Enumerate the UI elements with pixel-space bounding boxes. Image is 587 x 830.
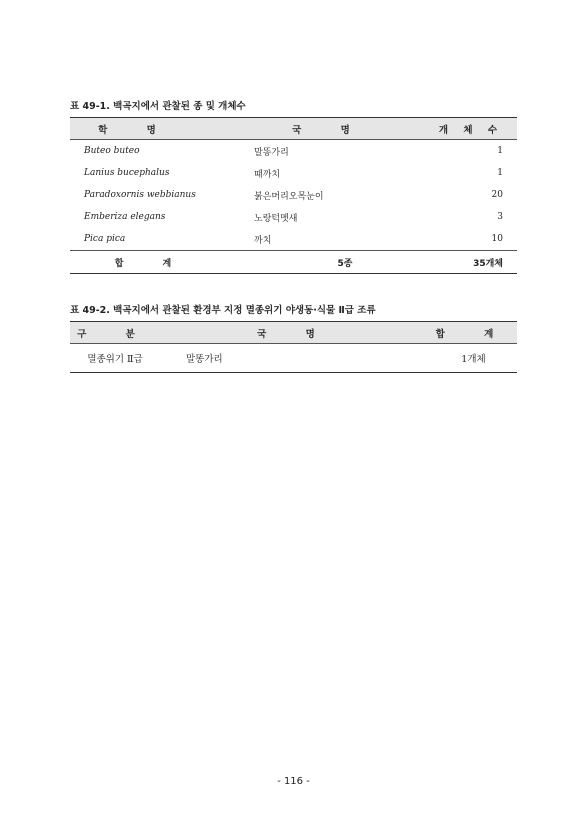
table-row — [70, 140, 517, 163]
scientific-name: Emberiza elegans — [84, 212, 166, 222]
total: 1개체 — [430, 344, 517, 373]
total-row — [70, 251, 517, 274]
header-scientific-name: 학 명 — [98, 124, 174, 136]
table-header-row — [70, 118, 517, 140]
count: 1 — [497, 146, 503, 156]
korean-name: 까치 — [254, 235, 272, 246]
header-total: 합 계 — [435, 328, 512, 340]
header-korean-name: 국 명 — [257, 328, 333, 340]
count: 10 — [491, 234, 503, 244]
count: 3 — [497, 212, 503, 222]
header-count: 개 체 수 — [438, 124, 503, 136]
scientific-name: Pica pica — [84, 234, 126, 244]
korean-name: 말똥가리 — [160, 344, 430, 373]
table-row — [70, 162, 517, 184]
korean-name: 붉은머리오목눈이 — [254, 191, 324, 202]
table-row — [70, 184, 517, 206]
table-row — [70, 344, 517, 373]
table-row — [70, 228, 517, 251]
total-count: 35개체 — [410, 251, 517, 274]
table1-caption: 표 49-1. 백곡지에서 관찰된 종 및 개체수 — [70, 101, 246, 112]
korean-name: 말똥가리 — [254, 147, 289, 158]
scientific-name: Buteo buteo — [84, 146, 140, 156]
endangered-table — [70, 321, 517, 373]
page-number: - 116 - — [277, 776, 310, 787]
total-species: 5종 — [250, 251, 410, 274]
scientific-name: Paradoxornis webbianus — [84, 190, 196, 200]
species-table — [70, 117, 517, 274]
table-row — [70, 206, 517, 228]
category: 멸종위기 Ⅱ급 — [70, 344, 160, 373]
count: 20 — [491, 190, 503, 200]
header-korean-name: 국 명 — [292, 124, 368, 136]
total-label: 합 계 — [114, 258, 190, 269]
korean-name: 때까치 — [254, 169, 281, 180]
count: 1 — [497, 168, 503, 178]
scientific-name: Lanius bucephalus — [84, 168, 170, 178]
table2-caption: 표 49-2. 백곡지에서 관찰된 환경부 지정 멸종위기 야생동·식물 Ⅱ급 조류 — [70, 305, 376, 316]
header-category: 구 분 — [77, 328, 153, 340]
table-header-row — [70, 322, 517, 344]
korean-name: 노랑턱멧새 — [254, 213, 298, 224]
